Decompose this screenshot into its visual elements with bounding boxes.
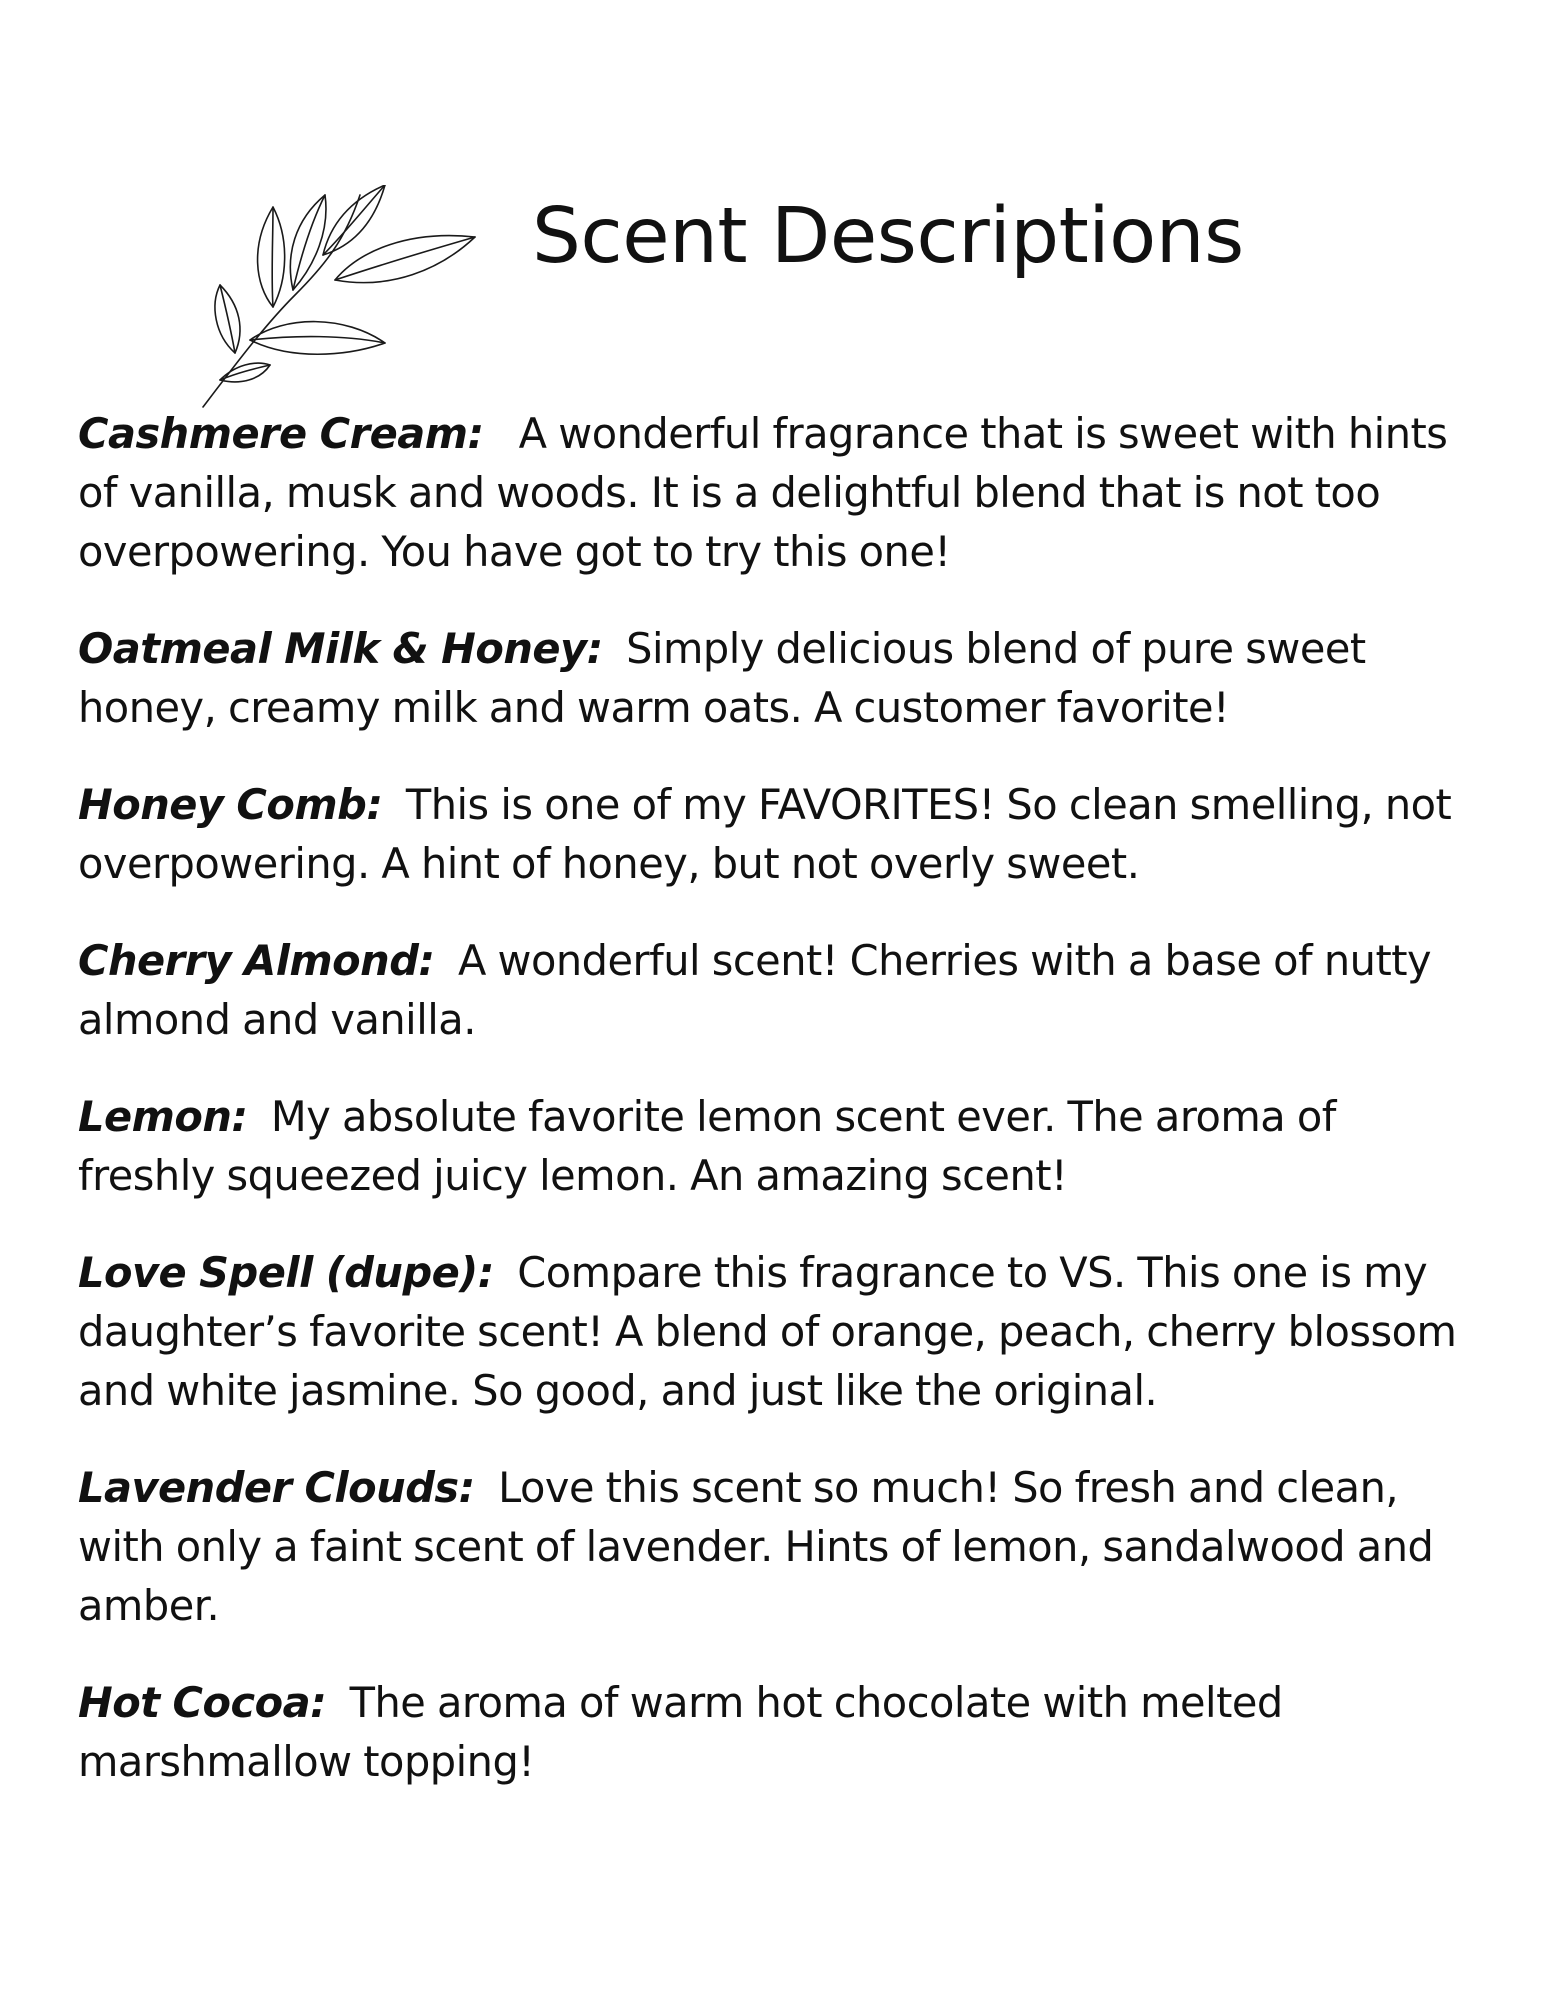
scent-name: Oatmeal Milk & Honey: [78, 624, 603, 673]
scent-gap [494, 1248, 506, 1297]
leaf-branch-icon [195, 185, 485, 410]
scent-description: Simply delicious blend of pure sweet honey, creamy milk and warm oats. A customer favorite! [78, 624, 1366, 732]
scent-gap [382, 780, 394, 829]
scent-entry-lavender-clouds [78, 1458, 1478, 1635]
scent-gap [603, 624, 615, 673]
page-header [0, 0, 1545, 420]
scent-entry-hot-cocoa [78, 1673, 1478, 1791]
scent-description: This is one of my FAVORITES! So clean smelling, not overpowering. A hint of honey, but not overly sweet. [78, 780, 1452, 888]
scent-name: Hot Cocoa: [78, 1678, 327, 1727]
scent-entry-love-spell [78, 1243, 1478, 1420]
scent-description: Love this scent so much! So fresh and clean, with only a faint scent of lavender. Hints of lemon, sandalwood and amber. [78, 1463, 1434, 1630]
scent-gap [247, 1092, 259, 1141]
scent-description: A wonderful fragrance that is sweet with hints of vanilla, musk and woods. It is a delightful blend that is not too overpowering. You have got to try this one! [78, 409, 1448, 576]
scent-gap [435, 936, 447, 985]
scent-entry-oatmeal-milk-honey [78, 619, 1478, 737]
scent-entry-cashmere-cream [78, 404, 1478, 581]
scent-entry-honey-comb [78, 775, 1478, 893]
scent-name: Lavender Clouds: [78, 1463, 475, 1512]
scent-description: My absolute favorite lemon scent ever. The aroma of freshly squeezed juicy lemon. An amazing scent! [78, 1092, 1336, 1200]
scent-description: Compare this fragrance to VS. This one is my daughter’s favorite scent! A blend of orange, peach, cherry blossom and white jasmine. So good, and just like the original. [78, 1248, 1457, 1415]
scent-description: A wonderful scent! Cherries with a base of nutty almond and vanilla. [78, 936, 1432, 1044]
scent-name: Love Spell (dupe): [78, 1248, 494, 1297]
scent-gap [326, 1678, 338, 1727]
scent-gap [484, 409, 507, 458]
scent-list [78, 404, 1478, 1829]
scent-description: The aroma of warm hot chocolate with melted marshmallow topping! [78, 1678, 1283, 1786]
scent-entry-lemon [78, 1087, 1478, 1205]
scent-name: Lemon: [78, 1092, 248, 1141]
scent-name: Honey Comb: [78, 780, 383, 829]
scent-name: Cashmere Cream: [78, 409, 484, 458]
page-title: Scent Descriptions [532, 192, 1244, 281]
scent-name: Cherry Almond: [78, 936, 435, 985]
scent-gap [475, 1463, 487, 1512]
scent-entry-cherry-almond [78, 931, 1478, 1049]
